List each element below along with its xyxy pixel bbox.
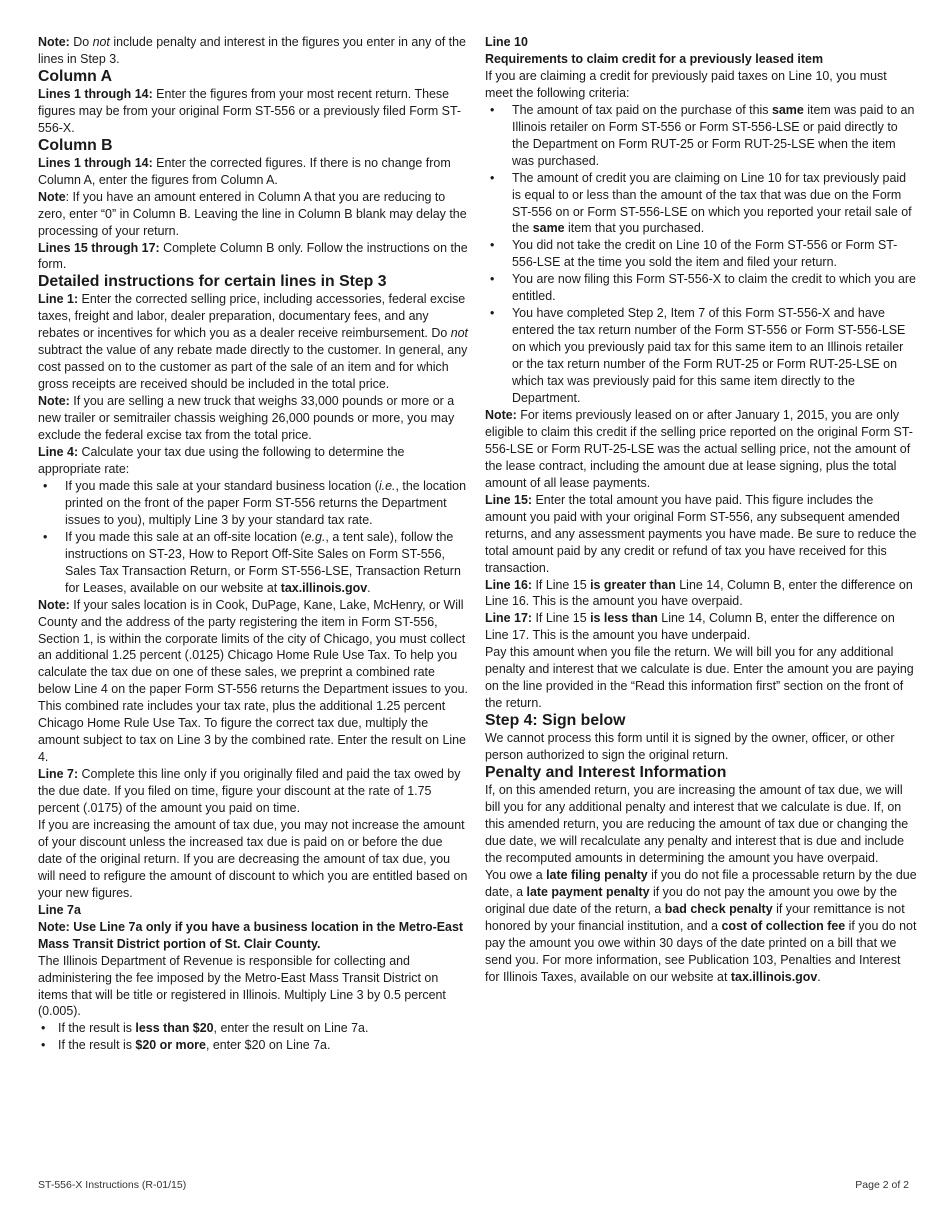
list-item: • If you made this sale at your standard business location (i.e., the location printed on the front of the paper Form ST-556 returns the Department issues to you), multiply Line 3 by your standard tax rate. <box>38 478 470 529</box>
line-10-intro: If you are claiming a credit for previously paid taxes on Line 10, you must meet the following criteria: <box>485 68 887 100</box>
discount-text: If you are increasing the amount of tax due, you may not increase the amount of your discount unless the increased tax due is paid on or before the due date of the original return. If you are decreasing the amount of tax due, you will need to refigure the amount of discount to which you are entitled based on your new figures. <box>38 817 468 900</box>
note-penalty-interest: Note: Do not include penalty and interest in the figures you enter in any of the lines in Step 3. <box>38 35 466 66</box>
line-7a-text: The Illinois Department of Revenue is responsible for collecting and administering the fee imposed by the Metro-East Mass Transit District on items that will be title or registered in Illinois. Multiply Line 3 by 0.5 percent (0.005). <box>38 953 446 1019</box>
line-17-text: Line 17: If Line 15 is less than Line 14, Column B, enter the difference on Line 17. This is the amount you have underpaid. <box>485 611 895 643</box>
line-4-text: Line 4: Calculate your tax due using the following to determine the appropriate rate: <box>38 445 405 476</box>
line-1-text: Line 1: Enter the corrected selling price, including accessories, federal excise taxes, freight and labor, dealer preparation, documentary fees, and any rebates or incentives for which you as a dealer receive reimbursement. Do not subtract the value of any rebate made directly to the customer. In general, any cost passed on to the customer as part of the sale of an item and for which gross receipts are received should be included in the total price. <box>38 292 468 392</box>
column-b-heading: Column B <box>38 136 113 154</box>
penalty-text-2: You owe a late filing penalty if you do not file a processable return by the due date, a late payment penalty if you do not pay the amount you owe by the original due date of the return, a bad check penalty if your remittance is not honored by your financial institution, and a cost of collection fee if you do not pay the amount you owe within 30 days of the date printed on a bill that we send you. For more information, see Publication 103, Penalties and Interest for Illinois Taxes, available on our website at tax.illinois.gov. <box>485 867 917 984</box>
note-chicago-tax: Note: If your sales location is in Cook, DuPage, Kane, Lake, McHenry, or Will County and the address of the party registering the item in Form ST-556, Section 1, is within the corporate limits of the city of Chicago, you must collect an additional 1.25 percent (.0125) Chicago Home Rule Use Tax. To help you calculate the tax due on one of these sales, we preprint a combined rate below Line 4 on the paper Form ST-556 returns the Department issues to you. This combined rate includes your tax rate, plus the additional 1.25 percent Chicago Home Rule Use Tax. To figure the correct tax due, multiply the amount subject to tax on Line 3 by the combined rate. Enter the result on Line 4. <box>38 597 469 765</box>
line-10-heading: Line 10 <box>485 35 528 49</box>
line-7a-bullets <box>38 1020 470 1054</box>
right-column <box>485 34 917 985</box>
line-7a-heading: Line 7a <box>38 902 81 917</box>
left-column <box>38 34 470 1054</box>
list-item: • The amount of credit you are claiming on Line 10 for tax previously paid is equal to or less than the amount of the tax that was due on the Form ST-556 on or Form ST-556-LSE on which you reported your retail sale of the same item that you purchased. <box>485 170 917 238</box>
pay-amount-text: Pay this amount when you file the return. We will bill you for any additional penalty and interest that we calculate is due. Enter the amount you are paying on the line provided in the “Read this information first” section on the front of the return. <box>485 645 914 711</box>
penalty-heading: Penalty and Interest Information <box>485 764 727 782</box>
line-10-note: Note: For items previously leased on or after January 1, 2015, you are only eligible to claim this credit if the selling price reported on the original Form ST-556-LSE or Form RUT-25-LSE was the actual selling price, not the amount of the lease contract, including the amount due at lease signing, plus the total amount of all lease payments. <box>485 407 913 490</box>
line-15-text: Line 15: Enter the total amount you have paid. This figure includes the amount you paid with your original Form ST-556, any subsequent amended returns, and any assessment payments you have made. Be sure to reduce the total amount paid by any credit or refund of tax you have received for this transaction. <box>485 492 917 575</box>
list-item: • You did not take the credit on Line 10 of the Form ST-556 or Form ST-556-LSE at the time you sold the item and filed your return. <box>485 237 917 271</box>
line-7a-note: Note: Use Line 7a only if you have a business location in the Metro-East Mass Transit District portion of St. Clair County. <box>38 919 464 951</box>
column-a-text: Lines 1 through 14: Enter the figures from your most recent return. These figures may be from your original Form ST-556 or a previously filed Form ST-556-X. <box>38 86 462 135</box>
line-10-criteria <box>485 102 917 407</box>
footer-page-number: Page 2 of 2 <box>855 1179 909 1191</box>
list-item: • You are now filing this Form ST-556-X to claim the credit to which you are entitled. <box>485 271 917 305</box>
note-excise-tax: Note: If you are selling a new truck that weighs 33,000 pounds or more or a new trailer or semitrailer chassis weighing 26,000 pounds or more, you may exclude the federal excise tax from the total price. <box>38 394 455 443</box>
line-16-text: Line 16: If Line 15 is greater than Line 14, Column B, enter the difference on Line 16. This is the amount you have overpaid. <box>485 577 913 609</box>
detailed-instructions-heading: Detailed instructions for certain lines in Step 3 <box>38 273 387 291</box>
list-item: • If you made this sale at an off-site location (e.g., a tent sale), follow the instructions on ST-23, How to Report Off-Site Sales on Form ST-556, Sales Tax Transaction Return, or Form ST-556-LSE, Transaction Return for Leases, available on our website at tax.illinois.gov. <box>38 529 470 597</box>
list-item: • You have completed Step 2, Item 7 of this Form ST-556-X and have entered the tax return number of the Form ST-556 or Form ST-556-LSE on which you previously paid tax for this same item to an Illinois retailer or the tax return number of the Form RUT-25 or Form RUT-25-LSE on which tax was previously paid for this same item directly to the Department. <box>485 305 917 407</box>
list-item: • If the result is less than $20, enter the result on Line 7a. <box>38 1020 470 1037</box>
column-b-note: Note: If you have an amount entered in Column A that you are reducing to zero, enter “0” in Column B. Leaving the line in Column B blank may delay the processing of your return. <box>38 189 467 238</box>
line-10-subheading: Requirements to claim credit for a previously leased item <box>485 51 823 66</box>
column-b-lines-15-17: Lines 15 through 17: Complete Column B only. Follow the instructions on the form. <box>38 240 468 272</box>
column-b-lines-1-14: Lines 1 through 14: Enter the corrected figures. If there is no change from Column A, enter the figures from Column A. <box>38 155 451 187</box>
step-4-heading: Step 4: Sign below <box>485 712 626 730</box>
step-4-text: We cannot process this form until it is signed by the owner, officer, or other person authorized to sign the original return. <box>485 731 895 763</box>
penalty-text-1: If, on this amended return, you are increasing the amount of tax due, we will bill you for any additional penalty and interest that we calculate is due. If, on this amended return, you are reducing the amount of tax due or changing the due date, we will recalculate any penalty and interest that is due and include the recomputed amounts in determining the amount you have overpaid. <box>485 783 909 865</box>
line-7-text: Line 7: Complete this line only if you originally filed and paid the tax owed by the due date. If you filed on time, figure your discount at the rate of 1.75 percent (.0175) of the amount you paid on time. <box>38 767 461 816</box>
column-a-heading: Column A <box>38 67 113 85</box>
list-item: • The amount of tax paid on the purchase of this same item was paid to an Illinois retailer on Form ST-556 or Form ST-556-LSE or paid directly to the Department on Form RUT-25 or Form RUT-25-LSE when the item was purchased. <box>485 102 917 170</box>
footer-form-id: ST-556-X Instructions (R-01/15) <box>38 1179 187 1191</box>
line-4-bullets <box>38 478 470 597</box>
list-item: • If the result is $20 or more, enter $20 on Line 7a. <box>38 1037 470 1054</box>
